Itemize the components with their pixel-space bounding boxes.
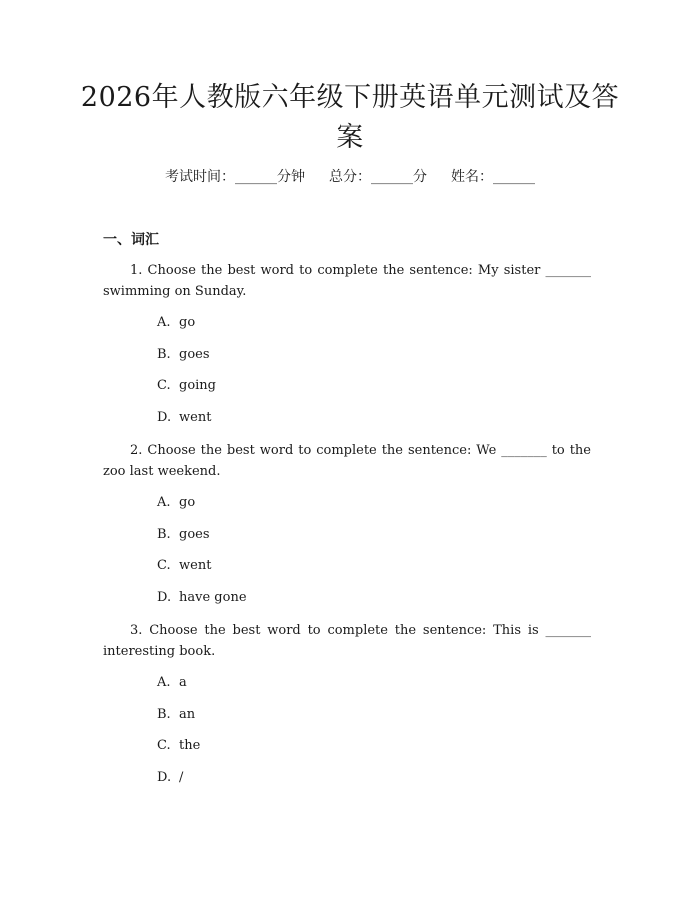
question-1-number: 1. [130, 263, 143, 278]
option-letter: A. [157, 315, 171, 330]
question-1-option-a [157, 313, 195, 333]
question-1-option-b [157, 345, 210, 365]
question-2-option-c [157, 556, 211, 576]
option-letter: A. [157, 675, 171, 690]
section-heading-vocabulary: 一、词汇 [103, 232, 159, 248]
option-text: went [179, 558, 212, 573]
question-2-option-b [157, 525, 210, 545]
question-2-option-d [157, 588, 247, 608]
option-text: went [179, 410, 212, 425]
question-3-option-c [157, 736, 200, 756]
document-title-line1: 2026年人教版六年级下册英语单元测试及答 [80, 82, 620, 113]
option-letter: D. [157, 410, 172, 425]
question-2-number: 2. [130, 443, 143, 458]
option-letter: B. [157, 527, 171, 542]
question-1-option-d [157, 408, 211, 428]
question-3-option-b [157, 705, 195, 725]
option-letter: C. [157, 378, 171, 393]
option-letter: C. [157, 558, 171, 573]
option-text: go [179, 315, 196, 330]
option-letter: D. [157, 590, 172, 605]
option-text: a [179, 675, 187, 690]
document-title-line2: 案 [336, 122, 364, 153]
question-3 [103, 620, 591, 662]
option-text: the [179, 738, 201, 753]
option-text: going [179, 378, 217, 393]
question-3-option-d [157, 768, 183, 788]
question-1-text: Choose the best word to complete the sentence: My sister _______ swimming on Sunday. [103, 263, 591, 299]
option-text: go [179, 495, 196, 510]
exam-time-label: 考试时间：______分钟 [165, 169, 305, 185]
option-text: have gone [179, 590, 247, 605]
exam-info-line [0, 167, 700, 187]
question-2-text: Choose the best word to complete the sentence: We _______ to the zoo last weekend. [103, 443, 591, 479]
question-2-option-a [157, 493, 195, 513]
option-text: / [179, 770, 184, 785]
option-letter: D. [157, 770, 172, 785]
option-letter: C. [157, 738, 171, 753]
question-1 [103, 260, 591, 302]
option-text: goes [179, 347, 210, 362]
question-3-text: Choose the best word to complete the sentence: This is _______ interesting book. [103, 623, 591, 659]
question-3-option-a [157, 673, 187, 693]
option-text: goes [179, 527, 210, 542]
question-1-option-c [157, 376, 216, 396]
option-text: an [179, 707, 196, 722]
question-3-number: 3. [130, 623, 143, 638]
total-score-label: 总分：______分 [329, 169, 427, 185]
option-letter: B. [157, 347, 171, 362]
question-2 [103, 440, 591, 482]
option-letter: B. [157, 707, 171, 722]
student-name-label: 姓名：______ [451, 169, 535, 185]
option-letter: A. [157, 495, 171, 510]
